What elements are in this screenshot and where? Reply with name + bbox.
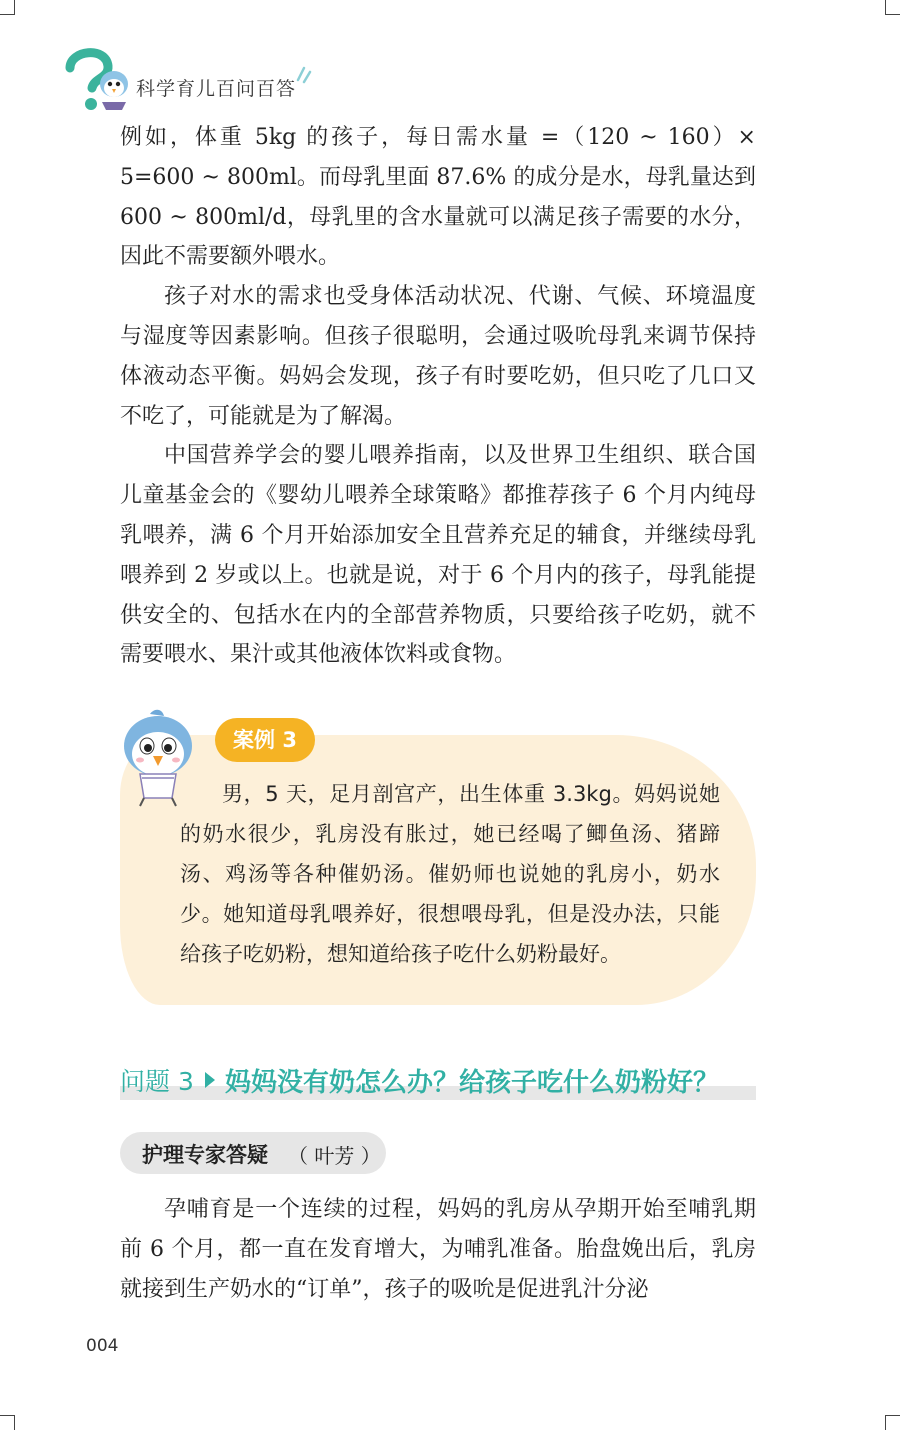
paragraph-3: 中国营养学会的婴儿喂养指南，以及世界卫生组织、联合国儿童基金会的《婴幼儿喂养全球策略》都推荐孩子 6 个月内纯母乳喂养，满 6 个月开始添加安全且营养充足的辅食，并继续母乳喂养到 2 岁或以上。也就是说，对于 6 个月内的孩子，母乳能提供安全的、包括水在内的全部营养物质，只要给孩子吃奶，就不需要喂水、果汁或其他液体饮料或食物。 (120, 443, 756, 668)
expert-name: （ 叶芳 ） (288, 1144, 381, 1168)
triangle-right-icon (205, 1072, 215, 1088)
page-number: 004 (86, 1336, 119, 1356)
question-text: 妈妈没有奶怎么办？给孩子吃什么奶粉好？ (225, 1068, 720, 1098)
paragraph-4: 孕哺育是一个连续的过程，妈妈的乳房从孕期开始至哺乳期前 6 个月，都一直在发育增大，为哺乳准备。胎盘娩出后，乳房就接到生产奶水的“订单”，孩子的吸吮是促进乳汁分泌 (120, 1197, 756, 1302)
question-label: 问题 3 (120, 1067, 194, 1096)
crop-mark-top-right (885, 0, 900, 15)
crop-mark-bottom-left (0, 1415, 15, 1430)
page-header (62, 44, 362, 114)
paragraph-1: 例如，体重 5kg 的孩子，每日需水量 =（120 ~ 160）× 5=600 ~ 800ml。而母乳里面 87.6% 的成分是水，母乳量达到 600 ~ 800ml/d，母乳里的含水量就可以满足孩子需要的水分，因此不需要额外喂水。 (120, 125, 756, 270)
body-text-bottom (120, 1190, 756, 1309)
case-tag: 案例 3 (215, 718, 315, 762)
case-paragraph: 男，5 天，足月剖宫产，出生体重 3.3kg。妈妈说她的奶水很少，乳房没有胀过，她已经喝了鲫鱼汤、猪蹄汤、鸡汤等各种催奶汤。催奶师也说她的乳房小，奶水少。她知道母乳喂养好，很想喂母乳，但是没办法，只能给孩子吃奶粉，想知道给孩子吃什么奶粉最好。 (180, 782, 720, 966)
case-text (180, 774, 720, 974)
expert-label (120, 1132, 386, 1174)
book-title: 科学育儿百问百答 (136, 78, 297, 100)
crop-mark-bottom-right (885, 1415, 900, 1430)
question-mark-bird-icon (62, 44, 136, 114)
body-text-top (120, 118, 756, 675)
question-heading (120, 1060, 756, 1100)
expert-title: 护理专家答疑 (142, 1143, 268, 1167)
crop-mark-top-left (0, 0, 15, 15)
sparkle-icon (294, 64, 314, 84)
paragraph-2: 孩子对水的需求也受身体活动状况、代谢、气候、环境温度与湿度等因素影响。但孩子很聪明，会通过吸吮母乳来调节保持体液动态平衡。妈妈会发现，孩子有时要吃奶，但只吃了几口又不吃了，可能就是为了解渴。 (120, 284, 756, 429)
